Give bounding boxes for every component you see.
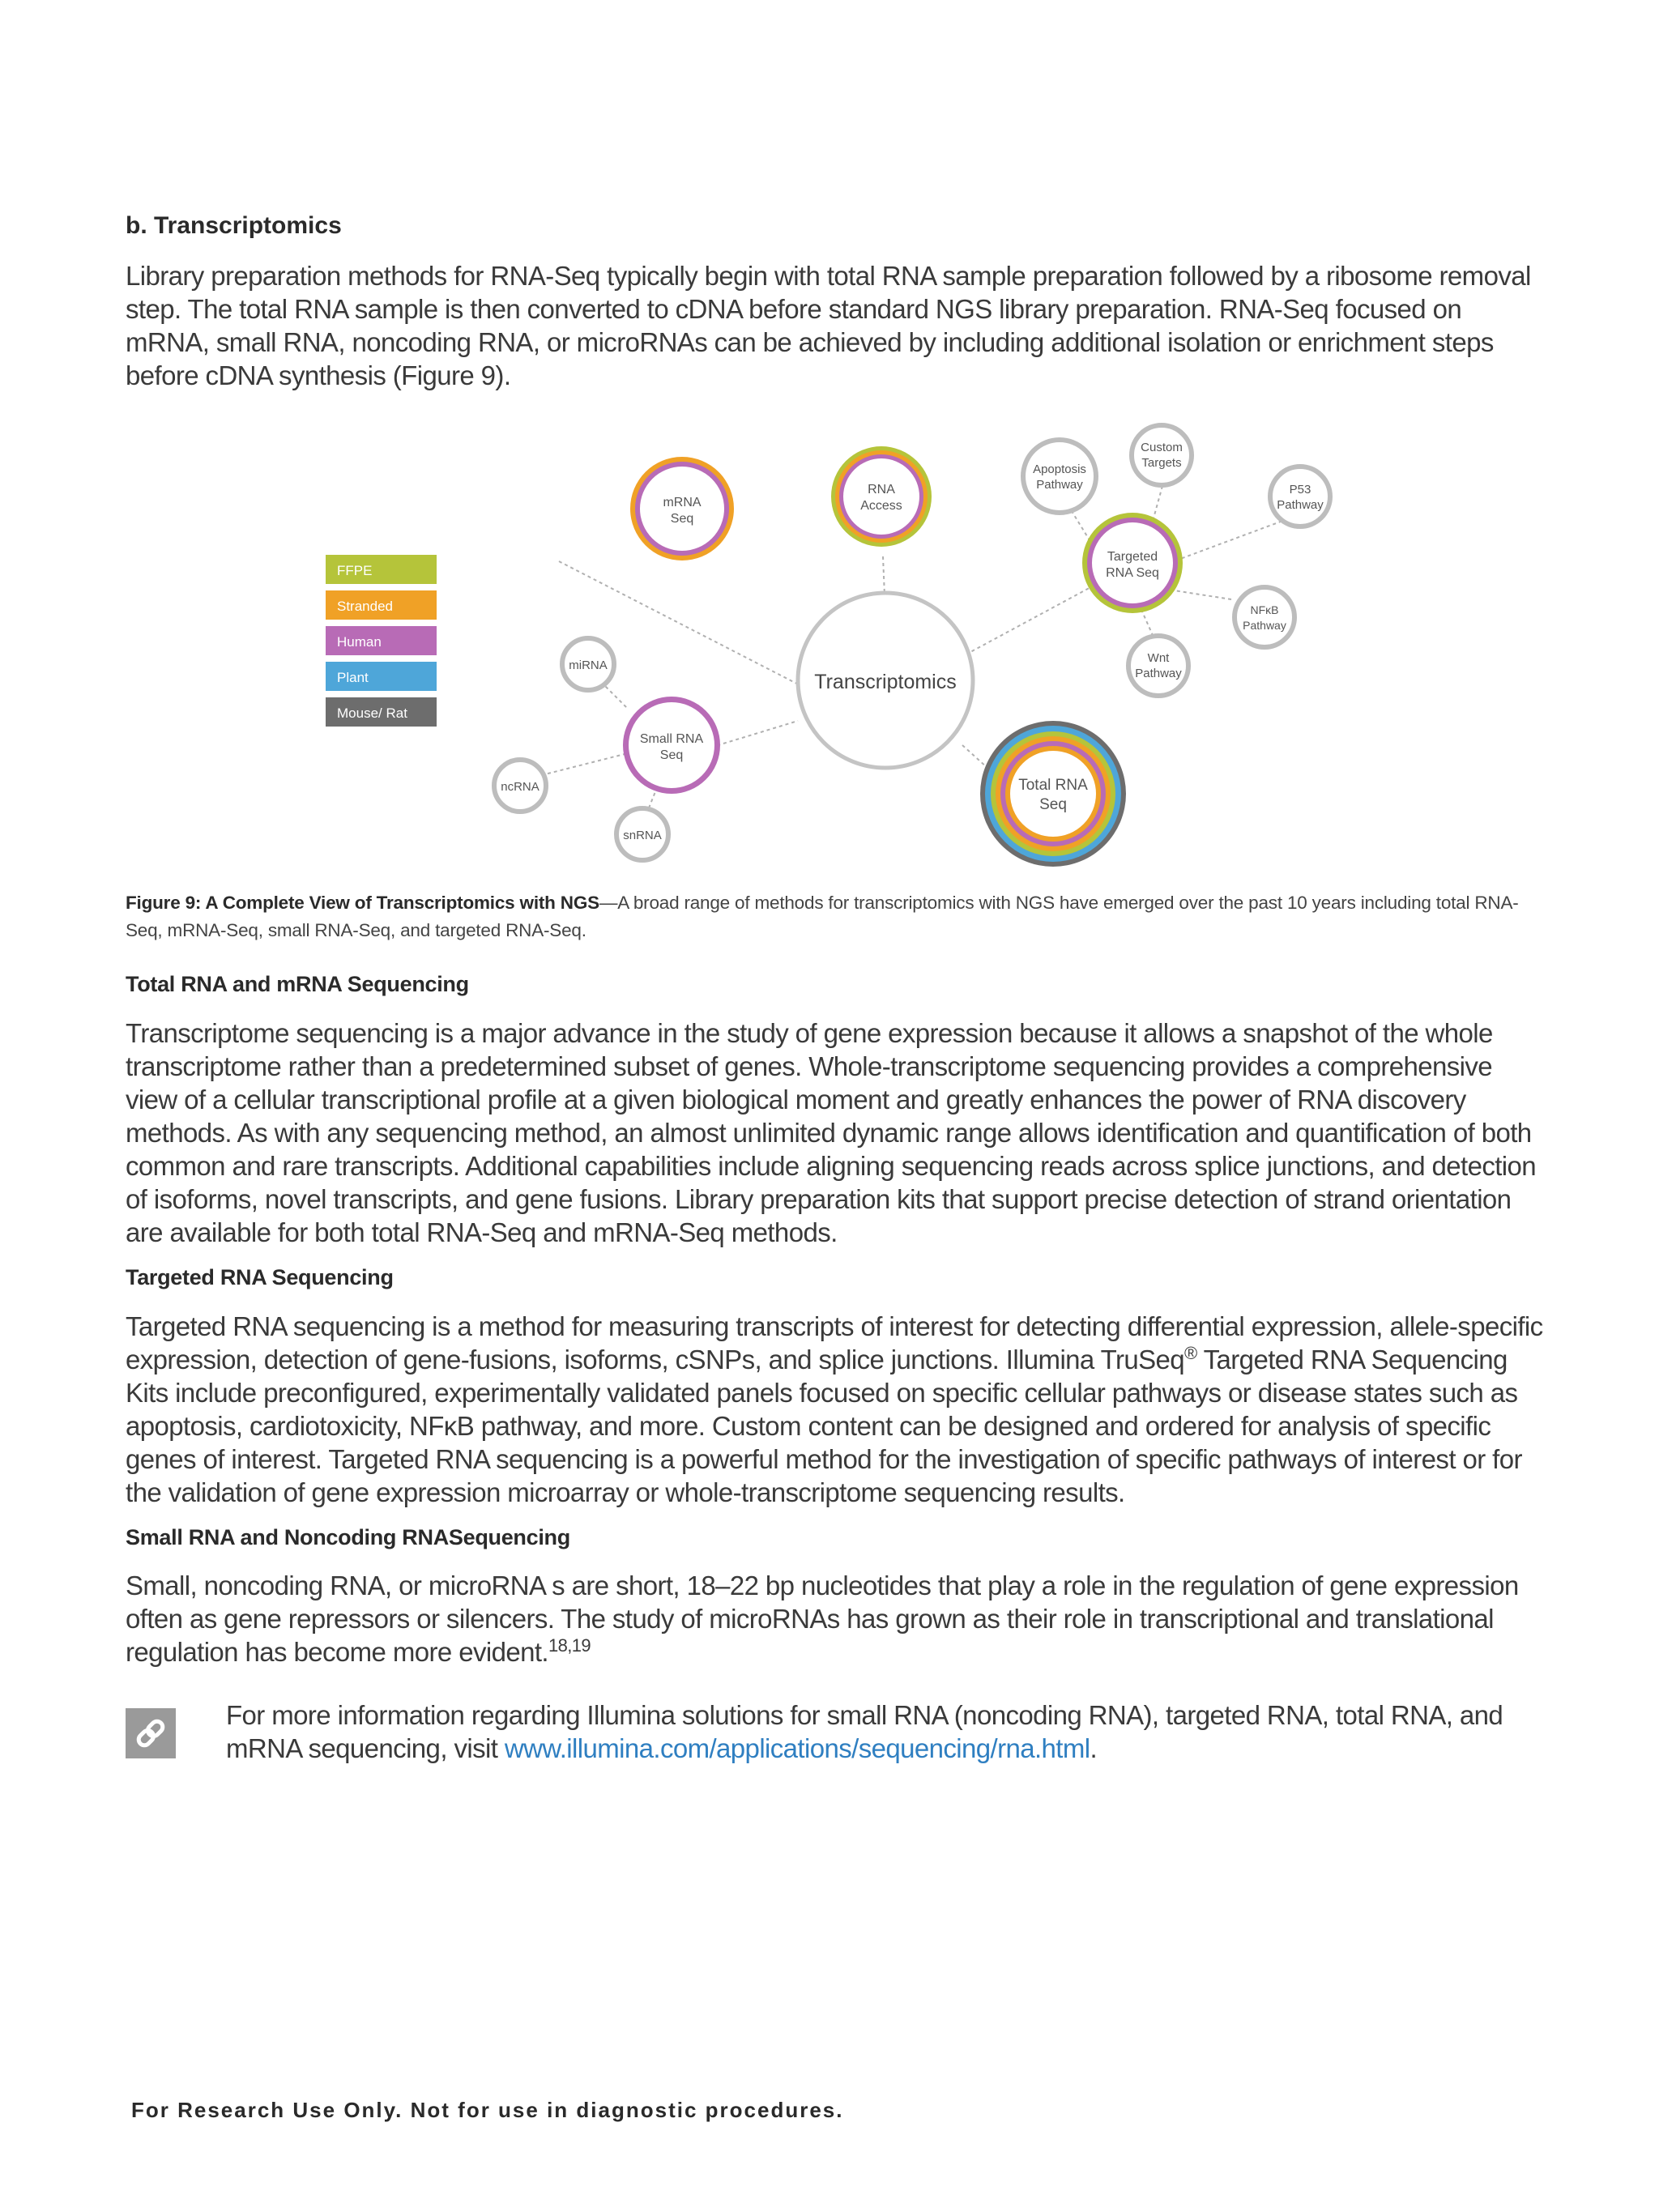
intro-paragraph: Library preparation methods for RNA-Seq typically begin with total RNA sample preparation followed by a ribosome removal step. The total RNA sample is then converted to cDNA before standard NGS library preparation. RNA-Seq focused on mRNA, small RNA, noncoding RNA, or microRNAs can be achieved by including additional isolation or enrichment steps before cDNA synthesis (Figure 9). <box>126 261 1531 390</box>
small-rna-text: Small, noncoding RNA, or microRNA s are short, 18–22 bp nucleotides that play a role in the regulation of gene expression often as gene repressors or silencers. The study of microRNAs has grown as their role in transcriptional and translational regulation has become more evident. <box>126 1571 1519 1667</box>
footer-disclaimer: For Research Use Only. Not for use in diagnostic procedures. <box>131 2098 844 2122</box>
small-rna-heading: Small RNA and Noncoding RNASequencing <box>126 1525 570 1549</box>
link-icon <box>126 1708 176 1758</box>
more-info-sentence: For more information regarding Illumina solutions for small RNA (noncoding RNA), targeted RNA, total RNA, and mRNA sequencing, visit <box>226 1700 1503 1763</box>
ncrna-node <box>494 760 546 812</box>
targeted-rna-paragraph <box>126 1310 1543 1509</box>
svg-text:mRNA: mRNA <box>663 496 702 509</box>
targeted-rna-heading: Targeted RNA Sequencing <box>126 1265 394 1289</box>
total-rna-heading: Total RNA and mRNA Sequencing <box>126 972 469 996</box>
total-rna-paragraph: Transcriptome sequencing is a major advance in the study of gene expression because it allows a snapshot of the whole transcriptome rather than a predetermined subset of genes. Whole-transcriptome sequencing provides a comprehensive view of a cellular transcriptional profile at a given biological moment and greatly enhances the power of RNA discovery methods. As with any sequencing method, an almost unlimited dynamic range allows identification and quantification of both common and rare transcripts. Additional capabilities include aligning sequencing reads across splice junctions, and detection of isoforms, novel transcripts, and gene fusions. Library preparation kits that support precise detection of strand orientation are available for both total RNA-Seq and mRNA-Seq methods. <box>126 1018 1537 1247</box>
svg-text:Targeted: Targeted <box>1107 550 1158 564</box>
svg-text:P53: P53 <box>1289 483 1311 497</box>
small-rna-seq-node <box>623 697 720 794</box>
nfkb-pathway-node <box>1235 587 1294 647</box>
svg-text:Access: Access <box>860 499 902 513</box>
targeted-text-part1: Targeted RNA sequencing is a method for measuring transcripts of interest for detecting differential expression, allele-specific expression, detection of gene-fusions, isoforms, cSNPs, and splice junctions. Illumina TruSeq <box>126 1311 1543 1375</box>
connector-targeted <box>970 579 1106 652</box>
transcriptomics-label: Transcriptomics <box>814 671 957 693</box>
caption-text: —A broad range of methods for transcriptomics with NGS have emerged over the past 10 years including total RNA-Seq, mRNA-Seq, small RNA-Seq, and targeted RNA-Seq. <box>126 893 1519 940</box>
svg-text:NFκB: NFκB <box>1250 603 1279 616</box>
mirna-node <box>562 638 614 690</box>
svg-text:Plant: Plant <box>337 670 369 685</box>
svg-text:Human: Human <box>337 634 382 650</box>
svg-text:RNA Seq: RNA Seq <box>1106 566 1159 580</box>
legend-item-human <box>326 626 437 655</box>
targeted-text-part2: Targeted RNA Sequencing Kits include preconfigured, experimentally validated panels focused on specific cellular pathways or disease states such as apoptosis, cardiotoxicity, NFκB pathway, and more. Custom content can be designed and ordered for analysis of specific genes of interest. Targeted RNA sequencing is a powerful method for the investigation of specific pathways of interest or for the validation of gene expression microarray or whole-transcriptome sequencing results. <box>126 1345 1522 1507</box>
svg-text:Small RNA: Small RNA <box>639 732 704 746</box>
svg-text:ncRNA: ncRNA <box>501 780 539 794</box>
svg-text:Seq: Seq <box>659 748 684 762</box>
legend-item-ffpe <box>326 555 437 584</box>
svg-text:Apoptosis: Apoptosis <box>1033 462 1086 476</box>
section-title: b. Transcriptomics <box>126 212 342 239</box>
svg-text:Seq: Seq <box>670 512 694 526</box>
apoptosis-pathway-node <box>1023 440 1096 513</box>
svg-text:Pathway: Pathway <box>1036 478 1083 492</box>
svg-text:FFPE: FFPE <box>337 563 373 578</box>
wnt-pathway-node <box>1128 636 1188 696</box>
registered-mark: ® <box>1184 1343 1197 1363</box>
legend-item-plant <box>326 662 437 691</box>
more-info-text <box>226 1698 1555 1765</box>
more-info-box <box>126 1698 1551 1771</box>
svg-text:Custom: Custom <box>1141 441 1183 454</box>
rna-sequencing-link[interactable]: www.illumina.com/applications/sequencing/rna.html <box>504 1733 1090 1763</box>
figure-caption <box>126 889 1543 944</box>
svg-text:Pathway: Pathway <box>1277 498 1324 512</box>
legend-item-stranded <box>326 590 437 620</box>
svg-text:Targets: Targets <box>1141 456 1182 470</box>
svg-text:miRNA: miRNA <box>569 658 608 672</box>
svg-text:Stranded: Stranded <box>337 599 393 614</box>
svg-text:Pathway: Pathway <box>1243 619 1286 632</box>
mrna-seq-node <box>630 457 734 560</box>
custom-targets-node <box>1132 425 1192 485</box>
small-rna-paragraph <box>126 1569 1543 1669</box>
svg-text:RNA: RNA <box>868 483 895 497</box>
reference-superscript: 18,19 <box>548 1635 591 1656</box>
svg-text:Pathway: Pathway <box>1135 667 1182 680</box>
svg-text:Seq: Seq <box>1039 796 1067 813</box>
caption-title: Figure 9: A Complete View of Transcriptomics with NGS <box>126 893 599 913</box>
more-info-period: . <box>1090 1733 1098 1763</box>
p53-pathway-node <box>1270 467 1330 526</box>
connector-nfkb <box>1169 590 1231 599</box>
targeted-rna-seq-node <box>1082 513 1183 613</box>
svg-text:snRNA: snRNA <box>623 829 662 842</box>
svg-text:Wnt: Wnt <box>1147 651 1170 665</box>
svg-text:Total RNA: Total RNA <box>1018 777 1088 794</box>
legend <box>326 555 437 727</box>
snrna-node <box>616 808 668 860</box>
svg-text:Mouse/ Rat: Mouse/ Rat <box>337 705 407 721</box>
rna-access-node <box>831 446 932 547</box>
total-rna-seq-node <box>980 721 1126 867</box>
legend-item-mouse-rat <box>326 697 437 727</box>
transcriptomics-diagram <box>308 417 1353 879</box>
